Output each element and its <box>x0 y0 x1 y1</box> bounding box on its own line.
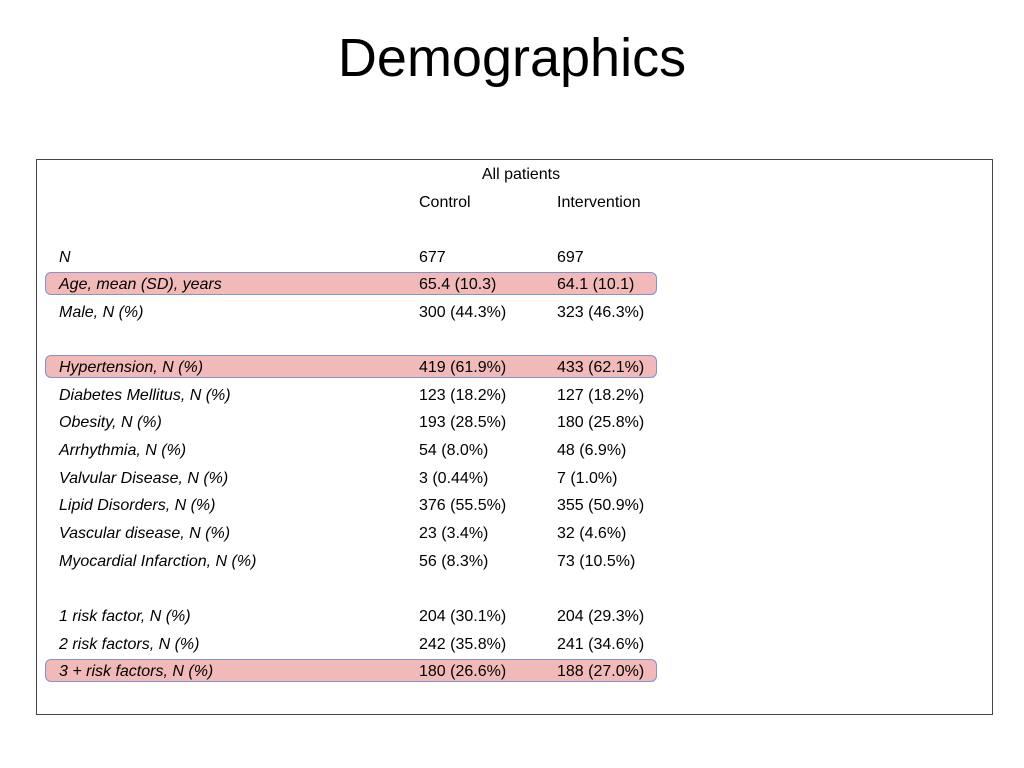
control-value: 123 (18.2%) <box>419 387 507 404</box>
control-value: 56 (8.3%) <box>419 553 489 570</box>
intervention-value: 697 <box>557 249 584 266</box>
table-row <box>37 273 992 297</box>
table-row <box>37 411 992 435</box>
control-value: 300 (44.3%) <box>419 304 507 321</box>
column-header-intervention: Intervention <box>557 194 641 211</box>
intervention-value: 355 (50.9%) <box>557 497 645 514</box>
row-label: Diabetes Mellitus, N (%) <box>59 387 231 404</box>
row-label: Vascular disease, N (%) <box>59 525 231 542</box>
control-value: 677 <box>419 249 446 266</box>
control-value: 204 (30.1%) <box>419 608 507 625</box>
control-value: 65.4 (10.3) <box>419 276 497 293</box>
intervention-value: 204 (29.3%) <box>557 608 645 625</box>
group-header-row <box>37 163 992 187</box>
row-label: 1 risk factor, N (%) <box>59 608 191 625</box>
intervention-value: 180 (25.8%) <box>557 414 645 431</box>
intervention-value: 241 (34.6%) <box>557 636 645 653</box>
intervention-value: 32 (4.6%) <box>557 525 627 542</box>
control-value: 54 (8.0%) <box>419 442 489 459</box>
intervention-value: 73 (10.5%) <box>557 553 636 570</box>
table-row <box>37 246 992 270</box>
row-label: 3 + risk factors, N (%) <box>59 663 214 680</box>
control-value: 193 (28.5%) <box>419 414 507 431</box>
table-row <box>37 494 992 518</box>
table-row <box>37 356 992 380</box>
group-header: All patients <box>481 166 561 183</box>
table-row <box>37 384 992 408</box>
table-row <box>37 550 992 574</box>
table-row <box>37 660 992 684</box>
row-label: Myocardial Infarction, N (%) <box>59 553 257 570</box>
row-label: Arrhythmia, N (%) <box>59 442 187 459</box>
table-row <box>37 467 992 491</box>
row-label: Lipid Disorders, N (%) <box>59 497 216 514</box>
row-label: Male, N (%) <box>59 304 144 321</box>
row-label: Age, mean (SD), years <box>59 276 222 293</box>
row-label: Valvular Disease, N (%) <box>59 470 229 487</box>
intervention-value: 323 (46.3%) <box>557 304 645 321</box>
row-label: Hypertension, N (%) <box>59 359 204 376</box>
row-label: N <box>59 249 71 266</box>
intervention-value: 127 (18.2%) <box>557 387 645 404</box>
intervention-value: 188 (27.0%) <box>557 663 645 680</box>
control-value: 376 (55.5%) <box>419 497 507 514</box>
table-row <box>37 633 992 657</box>
control-value: 242 (35.8%) <box>419 636 507 653</box>
page-title: Demographics <box>337 28 687 88</box>
control-value: 23 (3.4%) <box>419 525 489 542</box>
column-header-row <box>37 191 992 215</box>
intervention-value: 64.1 (10.1) <box>557 276 635 293</box>
column-header-control: Control <box>419 194 471 211</box>
intervention-value: 433 (62.1%) <box>557 359 645 376</box>
intervention-value: 48 (6.9%) <box>557 442 627 459</box>
table-row <box>37 301 992 325</box>
table-row <box>37 605 992 629</box>
table-row <box>37 439 992 463</box>
control-value: 419 (61.9%) <box>419 359 507 376</box>
intervention-value: 7 (1.0%) <box>557 470 618 487</box>
row-label: Obesity, N (%) <box>59 414 162 431</box>
demographics-table <box>36 159 993 715</box>
control-value: 3 (0.44%) <box>419 470 489 487</box>
table-row <box>37 522 992 546</box>
row-label: 2 risk factors, N (%) <box>59 636 200 653</box>
control-value: 180 (26.6%) <box>419 663 507 680</box>
